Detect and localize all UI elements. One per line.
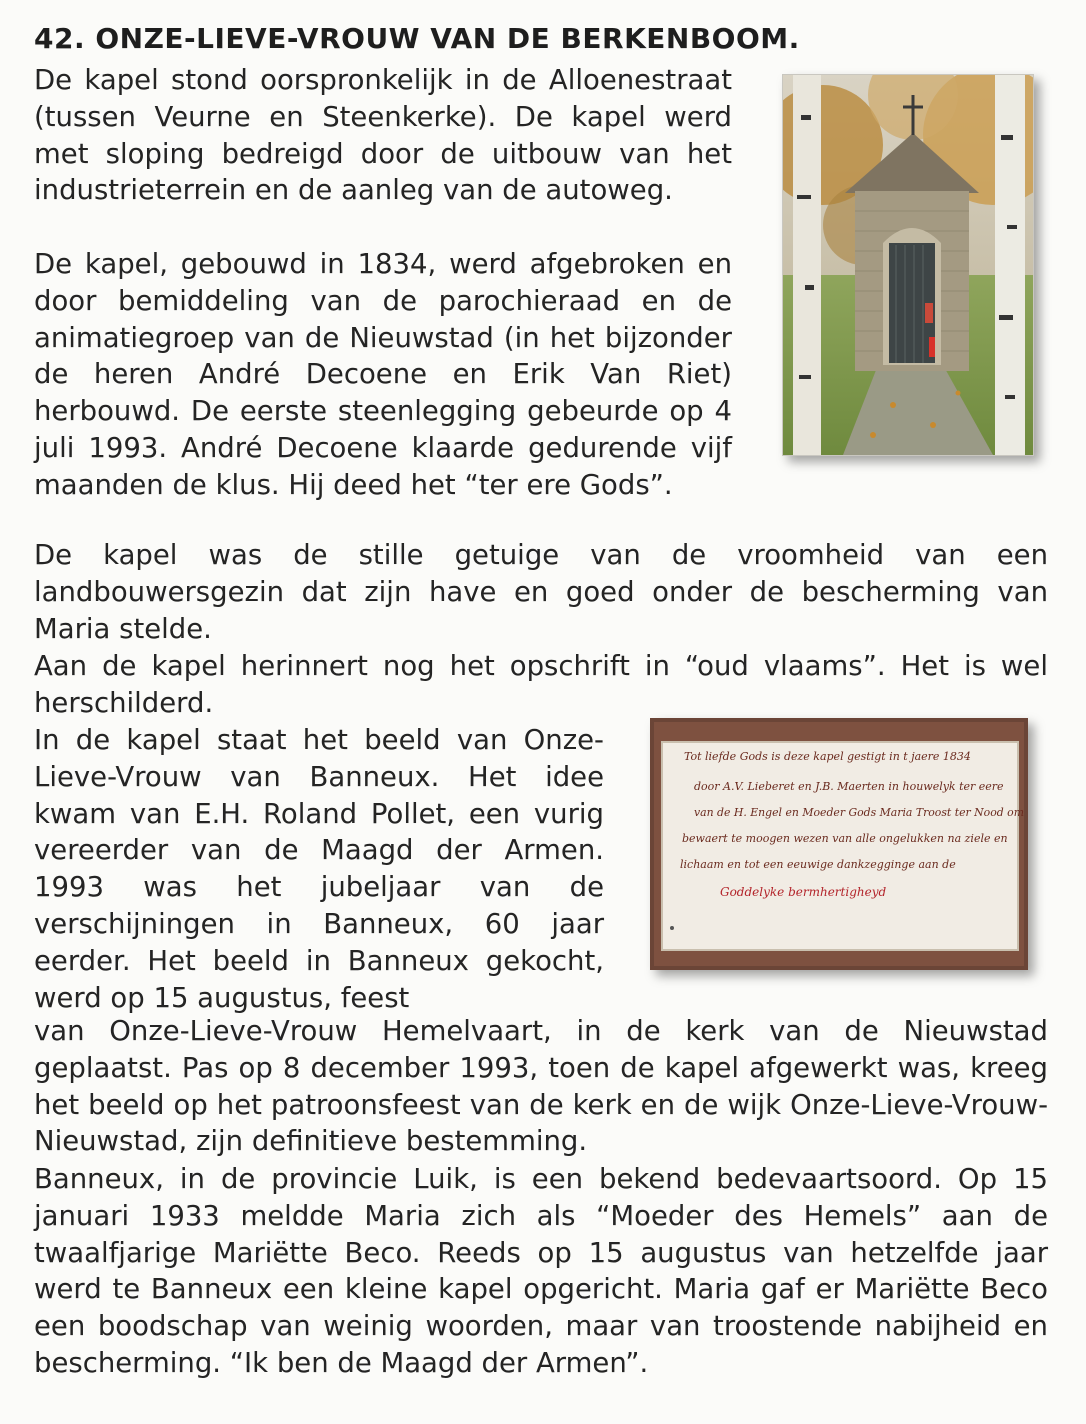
plaque-line-1: Tot liefde Gods is deze kapel gestigt in t jaere 1834 [684, 750, 971, 763]
paragraph-3: De kapel was de stille getuige van de vroomheid van een landbouwersgezin dat zijn have en goed onder de bescherming van Maria stelde. [34, 539, 1048, 645]
paragraph-1: De kapel stond oorspronkelijk in de Alloenestraat (tussen Veurne en Steenkerke). De kapel werd met sloping bedreigd door de uitbouw van het industrieterrein en de aanleg van de autoweg. [34, 64, 732, 207]
paragraph-5-bottom: van Onze-Lieve-Vrouw Hemelvaart, in de kerk van de Nieuwstad geplaatst. Pas op 8 december 1993, toen de kapel afgewerkt was, kreeg het beeld op het patroonsfeest van de kerk en de wijk Onze-Lieve-Vrouw-Nieuwstad, zijn definitieve bestemming. [34, 1015, 1048, 1158]
plaque-line-4: bewaert te moogen wezen van alle ongelukken na ziele en [682, 832, 1008, 845]
chapel-photo-image [783, 75, 1033, 455]
paragraph-6: Banneux, in de provincie Luik, is een bekend bedevaartsoord. Op 15 januari 1933 meldde Maria zich als “Moeder des Hemels” aan de twaalfjarige Mariëtte Beco. Reeds op 15 augustus van hetzelfde jaar werd te Banneux een kleine kapel opgericht. Maria gaf er Mariëtte Beco een boodschap van weinig woorden, maar van troostende nabijheid en bescherming. “Ik ben de Maagd der Armen”. [34, 1163, 1048, 1379]
chapel-photo [782, 74, 1034, 456]
plaque-line-3: van de H. Engel en Moeder Gods Maria Troost ter Nood om [694, 806, 1024, 819]
plaque-line-6: Goddelyke bermhertigheyd [720, 885, 887, 899]
section-title: 42. ONZE-LIEVE-VROUW VAN DE BERKENBOOM. [34, 22, 800, 55]
plaque-line-5: lichaam en tot een eeuwige dankzegginge aan de [680, 858, 956, 871]
inscription-plaque-photo [650, 718, 1028, 970]
plaque-line-2: door A.V. Lieberet en J.B. Maerten in houwelyk ter eere [694, 780, 1004, 793]
paragraph-4: Aan de kapel herinnert nog het opschrift in “oud vlaams”. Het is wel herschilderd. [34, 650, 1048, 719]
plaque-image [650, 718, 1028, 970]
paragraph-2: De kapel, gebouwd in 1834, werd afgebroken en door bemiddeling van de parochieraad en de animatiegroep van de Nieuwstad (in het bijzonder de heren André Decoene en Erik Van Riet) herbouwd. De eerste steenlegging gebeurde op 4 juli 1993. André Decoene klaarde gedurende vijf maanden de klus. Hij deed het “ter ere Gods”. [34, 248, 732, 501]
paragraph-5-top: In de kapel staat het beeld van Onze-Lieve-Vrouw van Banneux. Het idee kwam van E.H. Roland Pollet, een vurig vereerder van de Maagd der Armen. 1993 was het jubeljaar van de verschijningen in Banneux, 60 jaar eerder. Het beeld in Banneux gekocht, werd op 15 augustus, feest [34, 724, 604, 1014]
